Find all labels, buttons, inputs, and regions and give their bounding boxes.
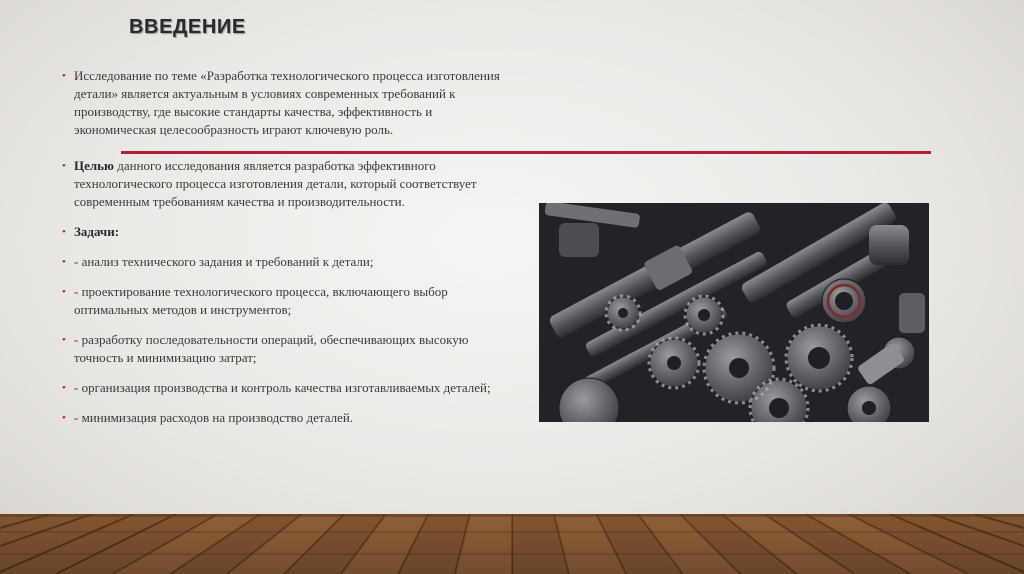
bullet-icon: • xyxy=(62,412,66,424)
bullet-list xyxy=(62,67,512,439)
list-item xyxy=(62,223,512,241)
slide-title: ВВЕДЕНИЕ xyxy=(129,16,246,38)
item-text: Исследование по теме «Разработка технологического процесса изготовления детали» является актуальным в условиях современных требований к производству, где высокие стандарты качества, эффективность и экономическая целесообразность играют ключевую роль. xyxy=(74,68,500,137)
item-text: - минимизация расходов на производство деталей. xyxy=(74,410,354,425)
list-item xyxy=(62,283,512,319)
bullet-icon: • xyxy=(62,256,66,268)
item-text: данного исследования является разработка эффективного технологического процесса изготовления детали, который соответствует современным требованиям качества и производительности. xyxy=(74,158,477,209)
list-item xyxy=(62,331,512,367)
item-text: - проектирование технологического процесса, включающего выбор оптимальных методов и инструментов; xyxy=(74,284,448,317)
item-lead: Задачи: xyxy=(74,224,120,239)
list-item xyxy=(62,379,512,397)
list-item xyxy=(62,67,512,139)
list-item xyxy=(62,157,512,211)
item-text: - организация производства и контроль качества изготавливаемых деталей; xyxy=(74,380,491,395)
item-lead: Целью xyxy=(74,158,114,173)
bullet-icon: • xyxy=(62,334,66,346)
wood-floor xyxy=(0,514,1024,574)
item-text: - анализ технического задания и требований к детали; xyxy=(74,254,374,269)
accent-divider xyxy=(121,151,931,154)
bullet-icon: • xyxy=(62,226,66,238)
list-item xyxy=(62,253,512,271)
bullet-icon: • xyxy=(62,70,66,82)
bullet-icon: • xyxy=(62,160,66,172)
bullet-icon: • xyxy=(62,382,66,394)
bullet-icon: • xyxy=(62,286,66,298)
machine-parts-photo xyxy=(539,203,929,422)
list-item xyxy=(62,409,512,427)
item-text: - разработку последовательности операций, обеспечивающих высокую точность и минимизацию затрат; xyxy=(74,332,469,365)
